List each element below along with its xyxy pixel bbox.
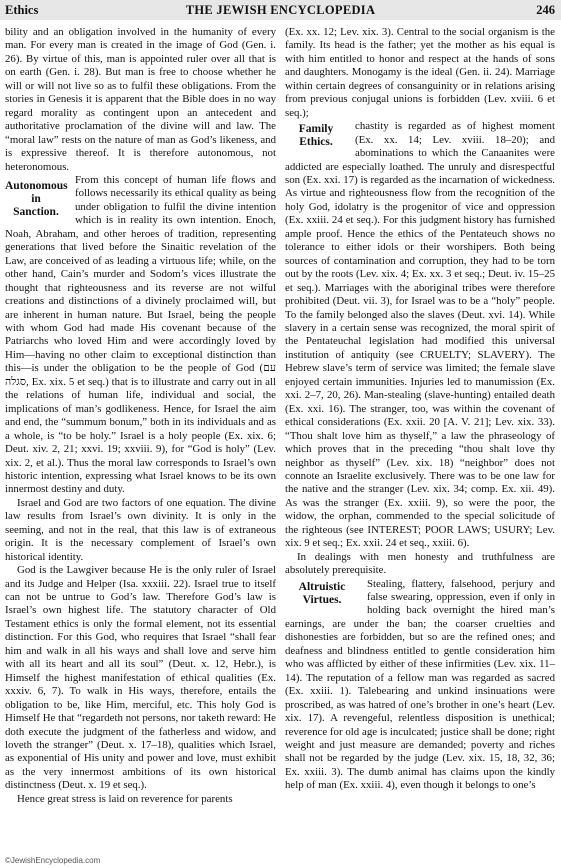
paragraph: In dealings with men honesty and truthfulness are absolutely prerequisite. [285,550,555,577]
paragraph: chastity is regarded as of highest moment (Ex. xx. 14; Lev. xviii. 18–20); and abominations to which the Canaanites were addicted are especially loathed. The unruly and disrespectful son (Ex. xxi. 17) is regarded as the incarnation of wickedness. As virtue and righteousness flow from the recognition of the holy God, idolatry is the progenitor of vice and oppression (Ex. xxiii. 24 et seq.). For this judgment history has furnished ample proof. Hence the ethics of the Pentateuch shows no tolerance to either idols or their worshipers. Both being sources of contamination and corruption, they had to be torn out by the roots (Lev. xix. 4; Ex. xx. 3 et seq.; Deut. iv. 15–25 et seq.). Marriages with the aboriginal tribes were therefore prohibited (Deut. vii. 3), for Israel was to be a “holy” people. To the family belonged also the slaves (Deut. xvi. 14). While slavery in a certain sense was recognized, the moral spirit of the Pentateuchal legislation had modified this universal institution of antiquity (see CRUELTY; SLAVERY). The Hebrew slave’s term of service was limited; the female slave enjoyed certain immunities. Injuries led to manumission (Ex. xxi. 2–7, 20, 26). Man-stealing (slave-hunting) entailed death (Ex. xxi. 16). The stranger, too, was within the covenant of ethical considerations (Ex. xxii. 20 [A. V. 21]; Lev. xix. 33). “Thou shalt love him as thyself,” a law the phraseology of which proves that in the preceding “thou shalt love thy neighbor as thyself” (Lev. xix. 18) “neighbor” does not connote an Israelite exclusively. There was to be one law for the native and the stranger (Lev. xix. 34; comp. Ex. xii. 49). As was the stranger (Ex. xxiii. 9), so were the poor, the widow, the orphan, commended to the special solicitude of the righteous (see INTEREST; POOR LAWS; USURY; Lev. xix. 9 et seq.; Ex. xxii. 24 et seq., xxiii. 6). [285,120,555,550]
section-title: Ethics [5,3,39,17]
paragraph: From this concept of human life flows and follows necessarily its ethical quality as being under obligation to fulfil the divine intention which is in reality its own intention. Enoch, Noah, Abraham, and other heroes of tradition, representing generations that lived before the Sinaitic revelation of the Law, are conceived of as leading a virtuous life; while, on the other hand, Cain’s murder and Sodom’s vices illustrate the thought that righteousness and its reverse are not wilful creations and distinctions of a divinely proclaimed will, but are inherent in human nature. But Israel, being the people with whom God had made His covenant because of the Patriarchs who loved Him and were accordingly loved by Him—having no other claim to exceptional distinction than this—is under the obligation to be the people of God (עם סגלה, Ex. xix. 5 et seq.) that is to illustrate and carry out in all the relations of human life, individual and social, the implications of man’s godlikeness. Hence, for Israel the aim and end, the “summum bonum,” both in its individuals and as a whole, is “to be holy.” Israel is a holy people (Ex. xix. 6; Deut. xiv. 2, 21; xxvi. 19; xxviii. 9), for “God is holy” (Lev. xix. 2, et al.). Thus the moral law corresponds to Israel’s own historic intention, expressing what Israel knows to be its own innermost destiny and duty. [5,173,276,496]
publication-title: THE JEWISH ENCYCLOPEDIA [185,3,376,17]
side-heading-line: Virtues. [302,593,342,606]
copyright-credit: ©JewishEncyclopedia.com [5,856,101,865]
side-heading-family-ethics [285,123,347,149]
paragraph: Stealing, flattery, falsehood, perjury and false swearing, oppression, even if only in holding back overnight the hired man’s earnings, are under the ban; the coarser cruelties and dishonesties are forbidden, but so are the refined ones; and deafness and blindness entitled to gentle consideration him who was afflicted by either of these infirmities (Lev. xix. 11–14). The reputation of a fellow man was regarded as sacred (Ex. xxiii. 1). Talebearing and unkind insinuations were proscribed, as was hatred of one’s brother in one’s heart (Lev. xix. 17). A revengeful, relentless disposition is unethical; reverence for old age is inculcated; justice shall be done; right weight and just measure are demanded; poverty and riches shall not be regarded by the judge (Lev. xix. 15, 18, 32, 36; Ex. xxiii. 3). The dumb animal has claims upon the kindly help of man (Ex. xxiii. 4), even though it belongs to one’s [285,577,555,792]
page-header [0,0,561,20]
paragraph: bility and an obligation involved in the humanity of every man. For every man is created in the image of God (Gen. i. 26). By virtue of this, man is appointed ruler over all that is on earth (Gen. i. 28). But man is free to choose whether he will or will not live so as to fulfil these obligations. From the stories in Genesis it is apparent that the Bible does in no way regard morality as contingent upon an antecedent and authoritative proclamation of the divine will and law. The “moral law” rests on the nature of man as God’s likeness, and is expressive thereof. It is therefore autonomous, not heteronomous. [5,26,276,173]
paragraph: God is the Lawgiver because He is the only ruler of Israel and its Judge and Helper (Isa. xxxiii. 22). Israel true to itself can not be untrue to God’s law. Therefore God’s law is Israel’s own highest life. The statutory character of Old Testament ethics is only the formal element, not its essential distinction. For this God, who requires that Israel “shall fear him and walk in all his ways and shall love and serve him with all its heart and all its soul” (Deut. x. 12, Hebr.), is Himself the highest manifestation of ethical qualities (Ex. xxxiv. 6, 7). To walk in His ways, therefore, entails the obligation to be, like Him, merciful, etc. This holy God is Himself He that “regardeth not persons, nor taketh reward: He doth execute the judgment of the fatherless and widow, and loveth the stranger” (Deut. x. 17–18), qualities which Israel, as exponential of His unity and power and love, must exhibit as the very innermost ambitions of its own historical distinctness (Deut. x. 19 et seq.). [5,564,277,792]
left-column [5,26,276,806]
right-column [285,26,555,793]
paragraph: Israel and God are two factors of one equation. The divine law results from Israel’s own divinity. It is only in the seeming, and not in the real, that this law is of extraneous origin. It is the necessary complement of Israel’s own historical identity. [5,496,276,563]
side-heading-line: Family [298,123,334,136]
side-heading-line: Ethics. [299,136,333,149]
side-heading-line: Sanction. [13,205,59,218]
page-number: 246 [536,3,555,17]
paragraph: Hence great stress is laid on reverence for parents [17,792,233,805]
paragraph: (Ex. xx. 12; Lev. xix. 3). Central to the social organism is the family. Its head is the father; yet the mother as his equal is with him entitled to honor and respect at the hands of sons and daughters. Monogamy is the ideal (Gen. ii. 24). Marriage within certain degrees of consanguinity or in relations arising from previous conjugal unions is forbidden (Lev. xviii. 6 et seq.); [285,26,555,119]
side-heading-altruistic-virtues [285,581,359,607]
side-heading-line: Autonomous in [5,179,68,205]
side-heading-autonomous [5,180,67,219]
side-heading-line: Altruistic [298,580,346,593]
